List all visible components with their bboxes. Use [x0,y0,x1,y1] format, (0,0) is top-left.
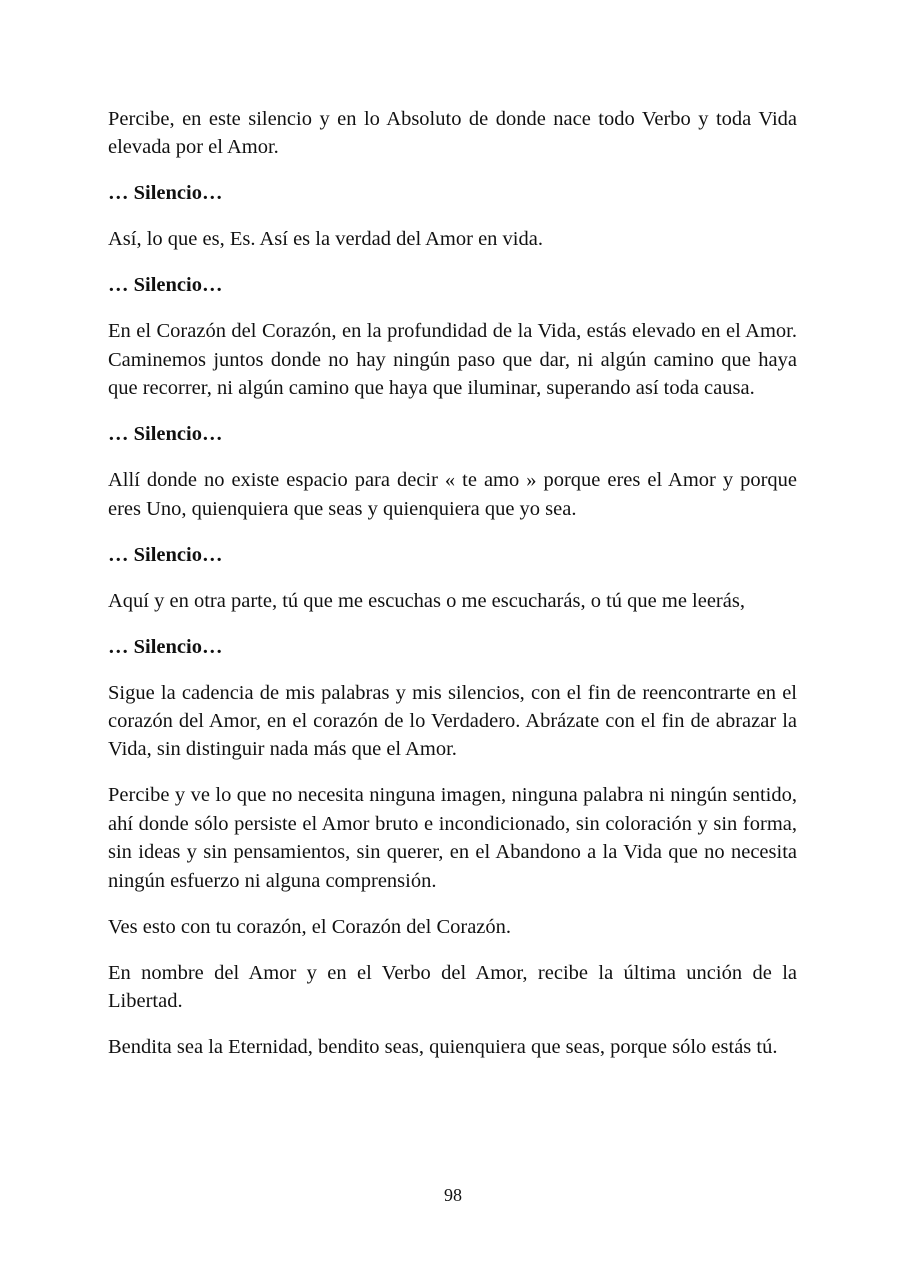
page-body [108,105,797,1079]
paragraph: Allí donde no existe espacio para decir « te amo » porque eres el Amor y porque eres Uno, quienquiera que seas y quienquiera que yo sea. [108,469,797,520]
paragraph: En nombre del Amor y en el Verbo del Amor, recibe la última unción de la Libertad. [108,961,797,1013]
paragraph: Percibe, en este silencio y en lo Absoluto de donde nace todo Verbo y toda Vida elevada por el Amor. [108,108,797,159]
silence-heading: … Silencio… [108,182,223,205]
paragraph: Así, lo que es, Es. Así es la verdad del Amor en vida. [108,228,543,251]
silence-heading: … Silencio… [108,635,223,658]
silence-heading: … Silencio… [108,543,223,566]
silence-heading: … Silencio… [108,274,223,297]
paragraph: En el Corazón del Corazón, en la profundidad de la Vida, estás elevado en el Amor. Caminemos juntos donde no hay ningún paso que dar, ni algún camino que haya que recorrer, ni algún camino que haya que iluminar, superando así toda causa. [108,320,797,400]
paragraph: Aquí y en otra parte, tú que me escuchas o me escucharás, o tú que me leerás, [108,589,745,612]
silence-heading: … Silencio… [108,423,223,446]
paragraph: Sigue la cadencia de mis palabras y mis silencios, con el fin de reencontrarte en el corazón del Amor, en el corazón de lo Verdadero. Abrázate con el fin de abrazar la Vida, sin distinguir nada más que el Amor. [108,681,797,761]
paragraph: Ves esto con tu corazón, el Corazón del Corazón. [108,915,512,938]
page-number: 98 [444,1185,462,1205]
paragraph: Bendita sea la Eternidad, bendito seas, quienquiera que seas, porque sólo estás tú. [108,1036,778,1059]
paragraph: Percibe y ve lo que no necesita ninguna imagen, ninguna palabra ni ningún sentido, ahí donde sólo persiste el Amor bruto e incondicionado, sin coloración y sin forma, sin ideas y sin pensamientos, sin querer, en el Abandono a la Vida que no necesita ningún esfuerzo ni alguna comprensión. [108,784,797,892]
